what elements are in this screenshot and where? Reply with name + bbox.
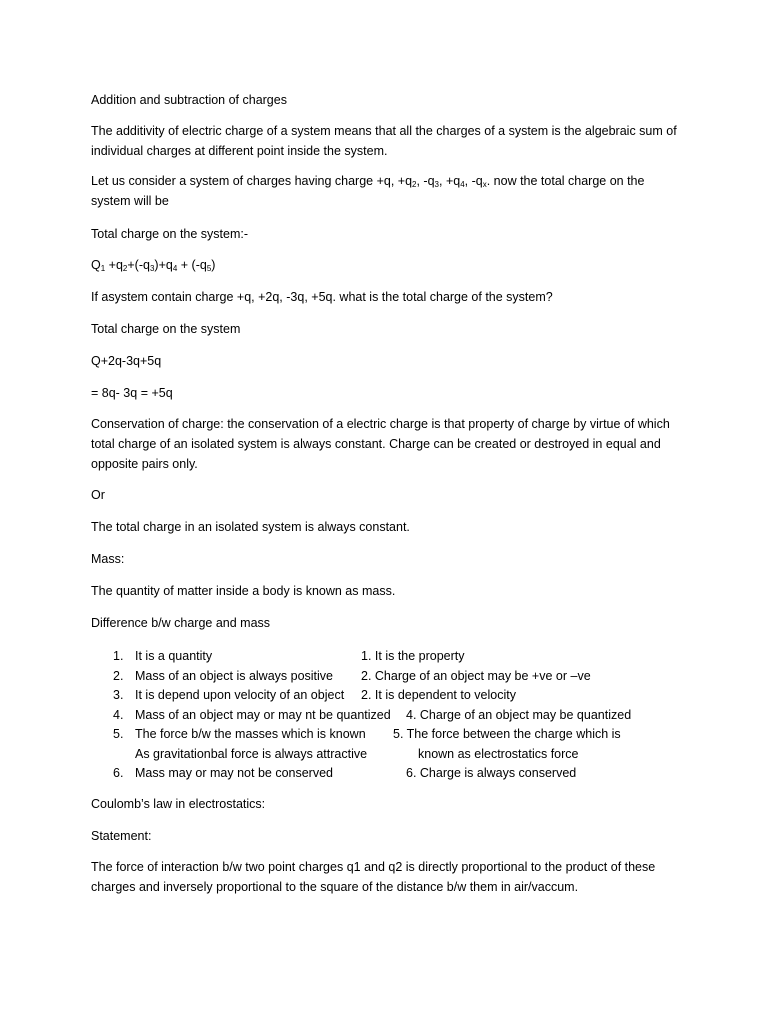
constant-line: The total charge in an isolated system is always constant.	[91, 520, 410, 534]
statement-heading: Statement:	[91, 829, 152, 843]
charge-point: 2. Charge of an object may be +ve or –ve	[361, 668, 591, 683]
system-charges-line-2: system will be	[91, 194, 169, 208]
difference-list	[91, 647, 691, 784]
charge-point: 5. The force between the charge which is	[393, 727, 621, 741]
mass-point: Mass of an object may or may nt be quantized	[135, 707, 391, 722]
list-number: 3.	[113, 688, 124, 702]
equation-line-1: Q+2q-3q+5q	[91, 354, 162, 368]
mass-point: It is depend upon velocity of an object	[135, 688, 345, 702]
list-item	[91, 725, 691, 745]
list-number: 6.	[113, 766, 124, 780]
mass-definition: The quantity of matter inside a body is known as mass.	[91, 584, 396, 598]
list-number: 5.	[113, 727, 124, 741]
total-charge-formula: $Q_1 +q_2+(-q_3)+q_4 + (-q_5)$	[91, 258, 216, 273]
difference-heading: Difference b/w charge and mass	[91, 616, 271, 630]
list-item	[91, 764, 691, 784]
list-number: 2.	[113, 668, 124, 683]
or-line: Or	[91, 488, 105, 502]
additivity-paragraph: The additivity of electric charge of a system means that all the charges of a system is the algebraic sum of individual charges at different point inside the system.	[91, 124, 677, 158]
charge-point: 1. It is the property	[361, 649, 465, 663]
conservation-paragraph: Conservation of charge: the conservation of a electric charge is that property of charge by virtue of which total charge of an isolated system is always constant. Charge can be created or destroyed in equal and opposite pairs only.	[91, 417, 670, 471]
mass-point: It is a quantity	[135, 649, 213, 663]
mass-heading: Mass:	[91, 552, 125, 566]
equation-line-2: = 8q- 3q = +5q	[91, 386, 173, 400]
charge-point: 4. Charge of an object may be quantized	[406, 707, 632, 722]
list-item	[91, 706, 691, 726]
section-title: Addition and subtraction of charges	[91, 93, 287, 107]
list-item	[91, 667, 691, 687]
charge-point: known as electrostatics force	[418, 746, 579, 761]
system-charges-line: Let us consider a system of charges having charge +q, $+q_2$, $-q_3$, $+q_4$, $-q_x$. now the total charge on the	[91, 174, 645, 189]
mass-point: Mass may or may not be conserved	[135, 766, 333, 780]
statement-paragraph: The force of interaction b/w two point charges q1 and q2 is directly proportional to the product of these charges and inversely proportional to the square of the distance b/w them in air/vaccum.	[91, 860, 656, 894]
list-item-continuation	[91, 745, 691, 765]
total-charge-heading: Total charge on the system:-	[91, 227, 249, 241]
question-line: If asystem contain charge +q, +2q, -3q, +5q. what is the total charge of the system?	[91, 290, 553, 304]
mass-point: As gravitationbal force is always attractive	[135, 746, 368, 761]
list-item	[91, 686, 691, 706]
total-charge-heading-2: Total charge on the system	[91, 322, 241, 336]
charge-point: 6. Charge is always conserved	[406, 766, 577, 780]
mass-point: Mass of an object is always positive	[135, 668, 334, 683]
list-item	[91, 647, 691, 667]
list-number: 4.	[113, 707, 124, 722]
mass-point: The force b/w the masses which is known	[135, 727, 366, 741]
coulomb-heading: Coulomb’s law in electrostatics:	[91, 797, 266, 811]
charge-point: 2. It is dependent to velocity	[361, 688, 516, 702]
list-number: 1.	[113, 649, 124, 663]
